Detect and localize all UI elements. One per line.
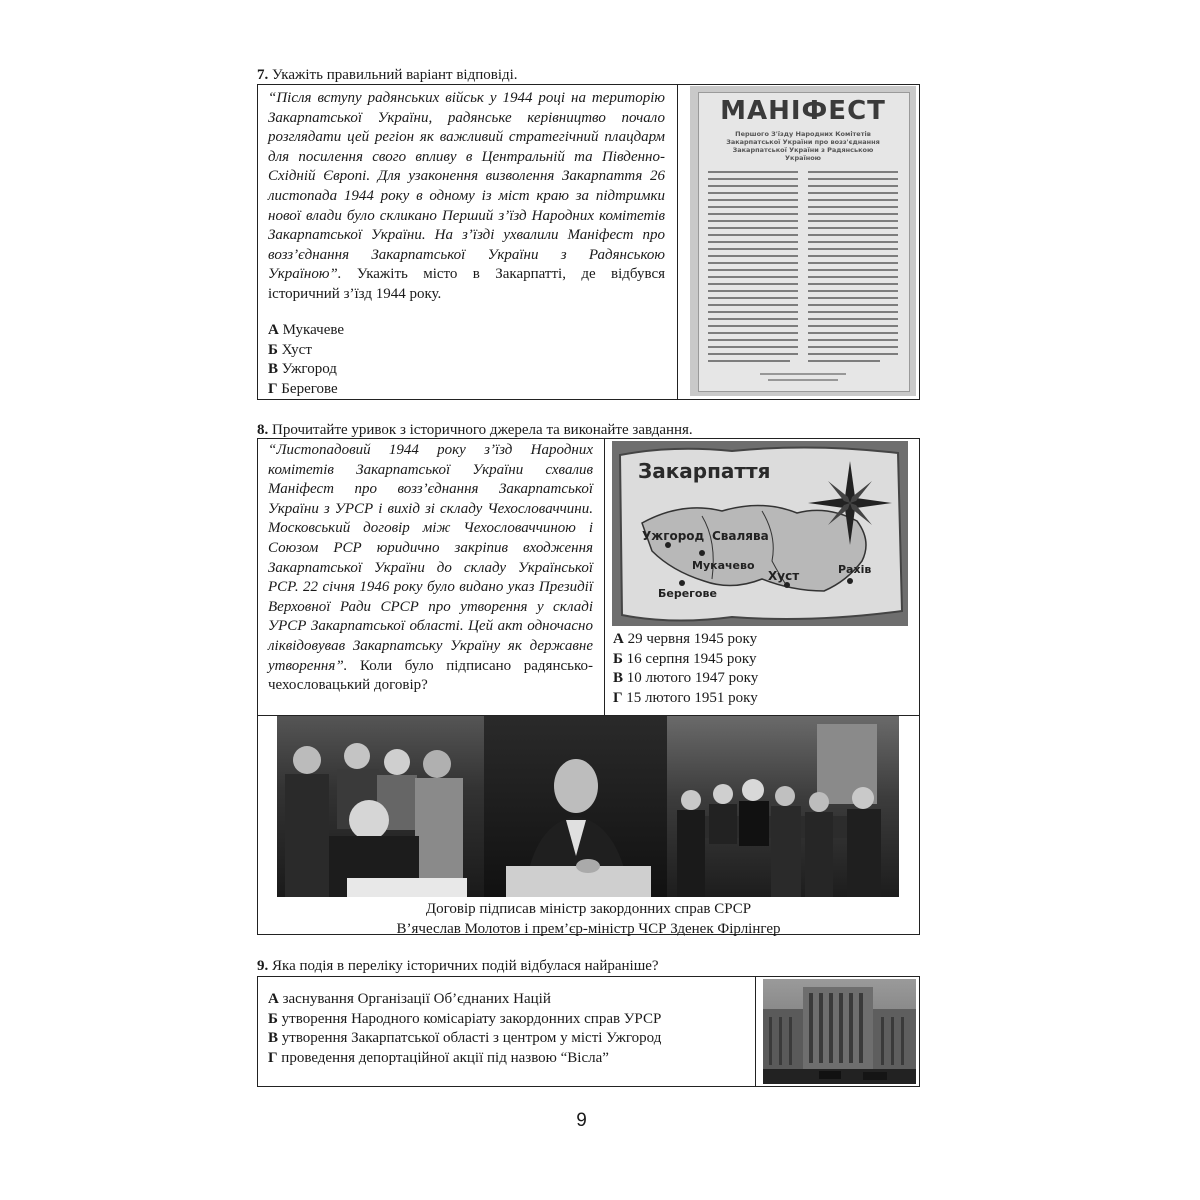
map-label-rakhiv: Рахів [838, 563, 872, 576]
q9-option-v[interactable]: В утворення Закарпатської області з центром у місті Ужгород [268, 1030, 662, 1047]
q7-question-tail: Укажіть місто в Закарпатті, де відбувся історичний з’їзд 1944 року. [268, 266, 665, 302]
q9-options [268, 990, 748, 1068]
q8-option-h[interactable]: Г 15 лютого 1951 року [613, 689, 758, 706]
q8-option-b[interactable]: Б 16 серпня 1945 року [613, 650, 757, 667]
q7-divider [677, 84, 678, 400]
map-label-berehove: Берегове [658, 587, 717, 600]
map-label-uzhhorod: Ужгород [642, 529, 705, 543]
manifest-subheading: Першого З'їзду Народних Комітетів Закарпатської України про возз'єднання Закарпатської України з Радянською Україною [726, 130, 880, 162]
q8-quote: “Листопадовий 1944 року з’їзд Народних комітетів Закарпатської України схвалив Маніфест про возз’єднання Закарпатської України з УРСР і вихід зі складу Чехословаччини. Московський договір між Чехословаччиною і Союзом РСР юридично закріпив входження Закарпатської України до складу Української РСР. 22 січня 1946 року було видано указ Президії Верховної Ради СРСР про утворення у складі УРСР Закарпатської області. Цей акт одночасно ліквідовував Закарпатську Україну як державне утворення”. [268, 442, 593, 674]
map-label-khust: Хуст [768, 569, 800, 583]
q7-option-a[interactable]: А Мукачеве [268, 322, 345, 338]
map-label-mukachevo: Мукачево [692, 559, 755, 572]
q8-caption [257, 899, 920, 939]
manifest-heading: МАНІФЕСТ [720, 96, 886, 126]
q9-title-text: Яка подія в переліку історичних подій відбулася найраніше? [272, 958, 659, 974]
q8-option-v[interactable]: В 10 лютого 1947 року [613, 670, 759, 687]
q7-number: 7. [257, 67, 269, 83]
q9-option-h[interactable]: Г проведення депортаційної акції під назвою “Вісла” [268, 1049, 609, 1066]
q9-option-a[interactable]: А заснування Організації Об’єднаних Націй [268, 991, 551, 1007]
q7-options [268, 321, 658, 399]
photo-ministry-building [763, 979, 916, 1084]
map-label-svaliava: Свалява [712, 529, 769, 543]
page-number: 9 [576, 1110, 587, 1131]
q8-title-text: Прочитайте уривок з історичного джерела та виконайте завдання. [272, 422, 693, 438]
photo-molotov-signing [277, 716, 484, 897]
manifest-text-lines [690, 86, 916, 396]
zakarpattia-map-image [612, 441, 908, 626]
q9-divider [755, 976, 756, 1087]
q9-title [257, 957, 659, 975]
q7-option-b[interactable]: Б Хуст [268, 341, 312, 358]
photo-fierlinger-signing [484, 716, 667, 897]
q9-option-b[interactable]: Б утворення Народного комісаріату закордонних справ УРСР [268, 1010, 662, 1027]
map-title: Закарпаття [638, 459, 771, 483]
q9-number: 9. [257, 958, 269, 974]
q8-question-tail: Коли було підписано радянсько-чехословацький договір? [268, 657, 594, 694]
q8-quote-block [268, 441, 593, 696]
manifest-image [690, 86, 916, 396]
q8-caption-line1: Договір підписав міністр закордонних справ СРСР [425, 901, 752, 917]
q8-options [613, 630, 913, 708]
q8-number: 8. [257, 422, 269, 438]
q7-quote-block [268, 89, 665, 305]
q7-quote: “Після вступу радянських військ у 1944 році на територію Закарпатської України, радянське керівництво почало розглядати цей регіон як важливий стратегічний плацдарм для посилення свого впливу в Центральній та Південно-Східній Європі. Для узаконення визволення Закарпаття 26 листопада 1944 року в одному із міст краю за підтримки нової влади було скликано Перший з’їзд Народних комітетів Закарпатської України. На з’їзді ухвалили Маніфест про возз’єднання Закарпатської України з Радянською Україною”. [268, 90, 665, 283]
q8-option-a[interactable]: А 29 червня 1945 року [613, 631, 758, 647]
q8-divider-vertical [604, 438, 605, 715]
q7-option-v[interactable]: В Ужгород [268, 361, 337, 378]
q8-caption-line2: В’ячеслав Молотов і прем’єр-міністр ЧСР Зденек Фірлінгер [396, 921, 781, 937]
q7-title [257, 66, 518, 84]
q7-option-h[interactable]: Г Берегове [268, 380, 338, 397]
q8-title [257, 421, 693, 439]
photo-delegation [667, 716, 899, 897]
q7-title-text: Укажіть правильний варіант відповіді. [272, 67, 518, 83]
